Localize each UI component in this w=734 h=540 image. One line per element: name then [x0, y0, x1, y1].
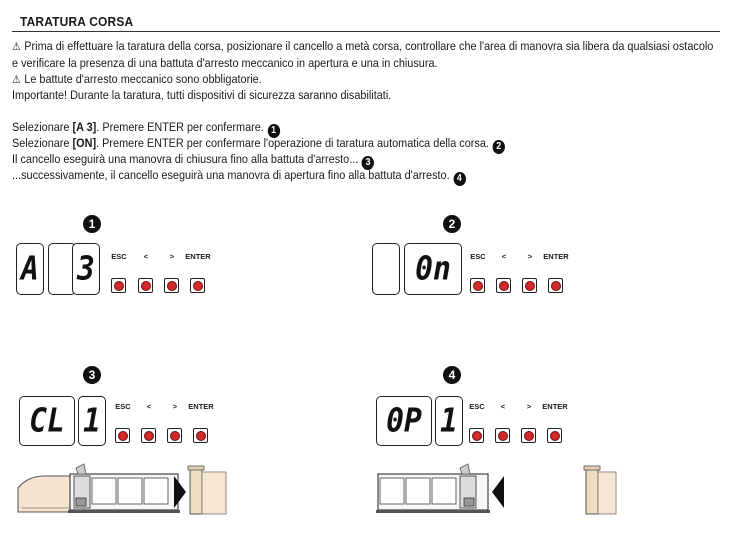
title-rule	[12, 31, 720, 32]
step-line-1: Selezionare [A 3]. Premere ENTER per confermare. 1	[12, 119, 280, 138]
step-line-2: Selezionare [ON]. Premere ENTER per confermare l'operazione di taratura automatica della corsa. 2	[12, 135, 505, 154]
step-badge-3: 3	[83, 366, 101, 384]
step-number-icon: 1	[267, 124, 279, 138]
step-number-icon: 2	[492, 140, 504, 154]
display-digit: 3	[72, 243, 100, 295]
display-digit	[372, 243, 400, 295]
intro-line-2: e verificare la presenza di una battuta d'arresto meccanico in apertura e una in chiusura.	[12, 56, 438, 70]
gate-opening-illustration	[374, 462, 618, 518]
step-number-icon: 3	[362, 156, 374, 170]
display-digit: 1	[435, 396, 463, 446]
left-arrow-icon	[492, 476, 504, 508]
step-badge-2: 2	[443, 215, 461, 233]
display-digit: 0n	[404, 243, 462, 295]
display-digit: A	[16, 243, 44, 295]
warning-icon: ⚠	[12, 41, 21, 53]
right-arrow-icon	[174, 476, 186, 508]
warning-icon: ⚠	[12, 74, 21, 86]
step-number-icon: 4	[453, 172, 465, 186]
display-digit: 1	[78, 396, 106, 446]
gate-closing-illustration	[14, 462, 228, 518]
step-badge-4: 4	[443, 366, 461, 384]
display-digit: 0P	[376, 396, 432, 446]
intro-line-4: Importante! Durante la taratura, tutti dispositivi di sicurezza saranno disabilitati.	[12, 88, 392, 102]
step-line-3: Il cancello eseguirà una manovra di chiusura fino alla battuta d'arresto... 3	[12, 151, 374, 170]
display-digit: CL	[19, 396, 75, 446]
intro-line-1: ⚠ Prima di effettuare la taratura della corsa, posizionare il cancello a metà corsa, controllare che l'area di manovra sia libera da qualsiasi ostacolo	[12, 39, 714, 53]
step-badge-1: 1	[83, 215, 101, 233]
step-line-4: ...successivamente, il cancello eseguirà una manovra di apertura fino alla battuta d'arresto. 4	[12, 167, 466, 186]
section-title: TARATURA CORSA	[20, 14, 134, 29]
intro-line-3: ⚠ Le battute d'arresto meccanico sono obbligatorie.	[12, 72, 262, 86]
